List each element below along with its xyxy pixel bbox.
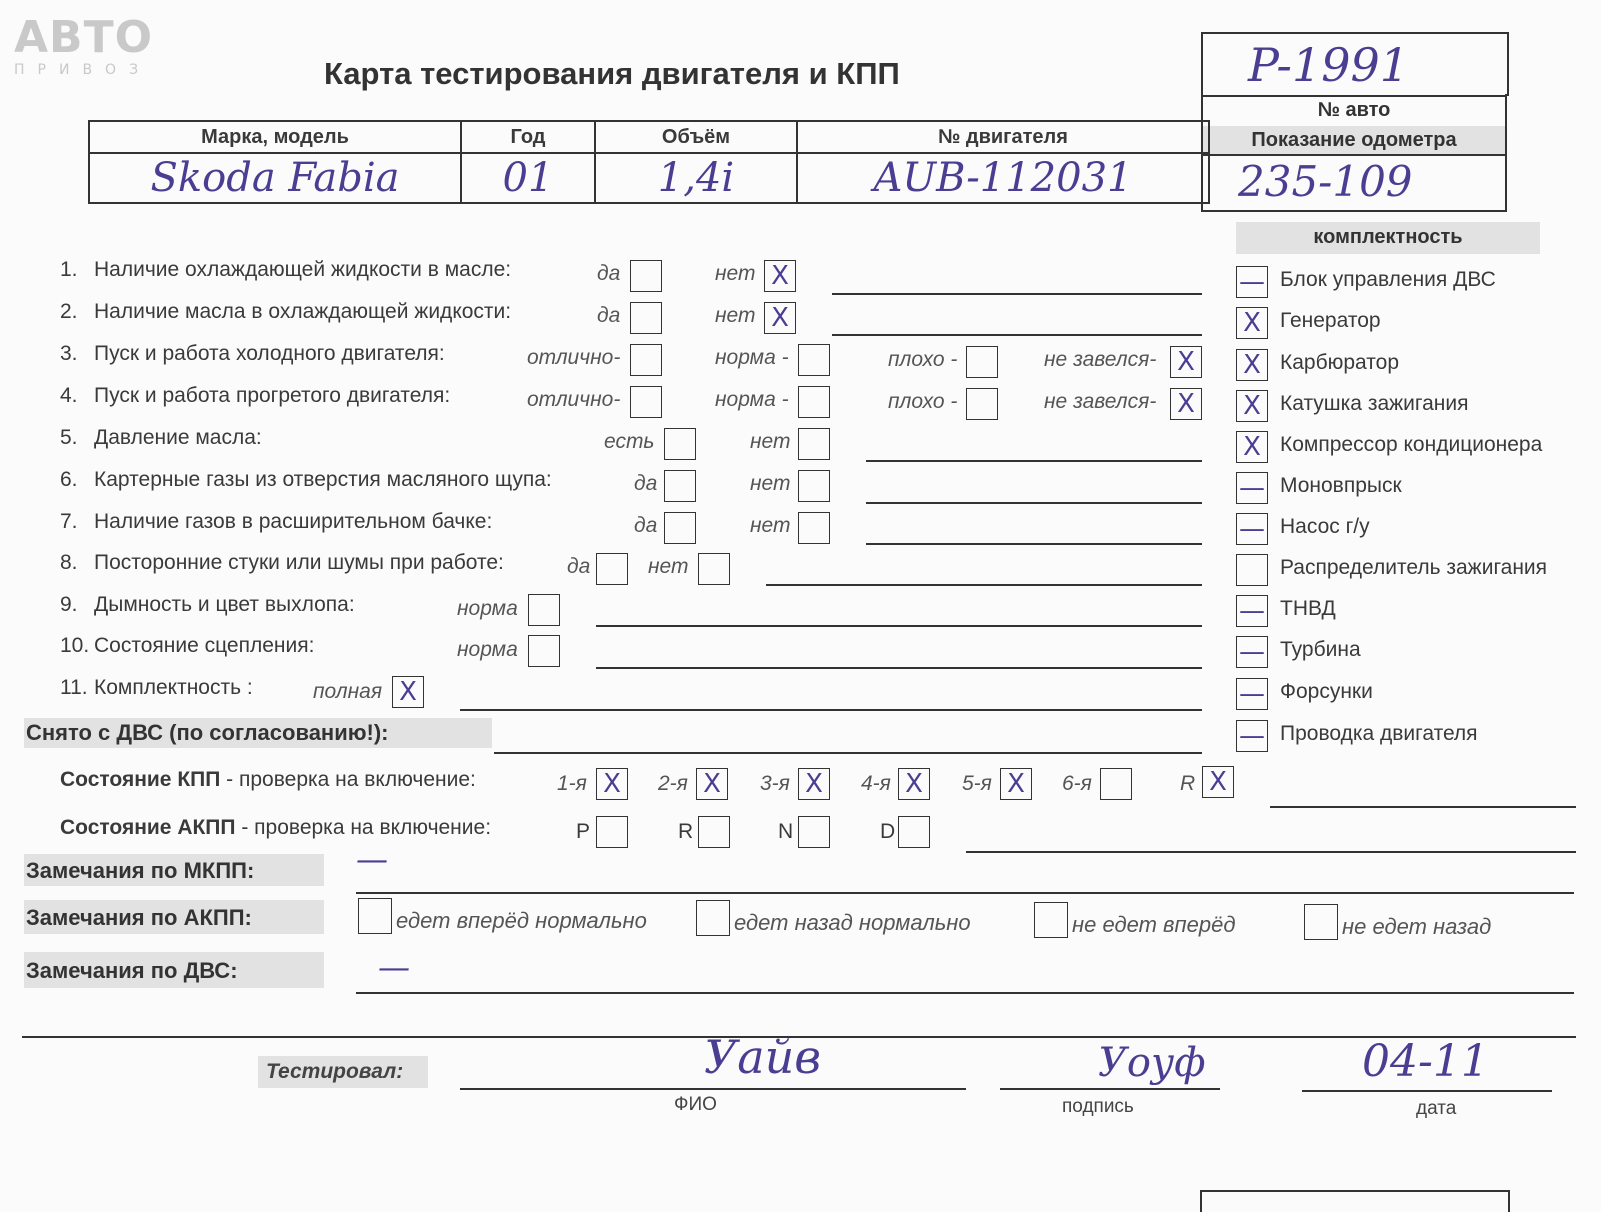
gear-mark: X — [905, 769, 923, 799]
header-engine-no: № двигателя — [797, 121, 1209, 153]
komplektnost-item: Блок управления ДВС — [1280, 268, 1496, 291]
odometer-value: 235-109 — [1238, 157, 1413, 206]
item-text: Наличие охлаждающей жидкости в масле: — [94, 258, 512, 281]
signature-value: Уоуф — [1098, 1040, 1206, 1086]
akpp-gear-label: D — [880, 820, 896, 843]
remarks-dvs-value: — — [378, 948, 410, 986]
item-number: 9. — [60, 593, 78, 616]
remark-checkbox[interactable] — [358, 898, 392, 934]
option-label: да — [567, 555, 591, 578]
fio-value: Уайв — [704, 1030, 822, 1084]
checkbox[interactable] — [698, 553, 730, 585]
komplektnost-mark: — — [1239, 267, 1265, 297]
remarks-dvs-label: Замечания по ДВС: — [26, 958, 238, 983]
akpp-gear-label: R — [678, 820, 694, 843]
fio-line — [460, 1088, 966, 1090]
gear-label: 1-я — [557, 772, 587, 795]
checkbox[interactable] — [798, 512, 830, 544]
option-label: нет — [715, 304, 756, 327]
item-text: Посторонние стуки или шумы при работе: — [94, 551, 504, 574]
akpp-gear-checkbox[interactable] — [798, 816, 830, 848]
notes-line — [596, 625, 1202, 627]
car-info-table — [88, 120, 1210, 204]
komplektnost-item: Проводка двигателя — [1280, 722, 1478, 745]
checkbox[interactable] — [664, 428, 696, 460]
checkbox[interactable] — [798, 470, 830, 502]
item-number: 3. — [60, 342, 78, 365]
option-label: да — [597, 262, 621, 285]
komplektnost-item: Карбюратор — [1280, 351, 1400, 374]
komplektnost-item: Катушка зажигания — [1280, 392, 1469, 415]
option-label: нет — [750, 430, 791, 453]
gear-mark: X — [703, 769, 721, 799]
option-label: нет — [750, 472, 791, 495]
check-mark: X — [1177, 347, 1195, 377]
komplektnost-mark: X — [1243, 350, 1261, 380]
checkbox[interactable] — [528, 594, 560, 626]
gear-label: 6-я — [1062, 772, 1092, 795]
option-label: отлично- — [527, 346, 621, 369]
akpp-label — [60, 816, 491, 840]
remarks-dvs-line — [356, 992, 1574, 994]
komplektnost-item: Насос г/у — [1280, 515, 1370, 538]
komplektnost-item: Генератор — [1280, 309, 1381, 332]
item-number: 8. — [60, 551, 78, 574]
komplektnost-checkbox[interactable] — [1236, 554, 1268, 586]
notes-line — [832, 334, 1202, 336]
item-text: Дымность и цвет выхлопа: — [94, 593, 355, 616]
item-text: Картерные газы из отверстия масляного щупа: — [94, 468, 552, 491]
value-year: 01 — [461, 153, 595, 203]
fio-label: ФИО — [674, 1094, 717, 1115]
komplektnost-mark: X — [1243, 308, 1261, 338]
check-mark: X — [399, 677, 417, 707]
value-engine-no: AUB-112031 — [797, 153, 1209, 203]
notes-line — [460, 709, 1202, 711]
removed-label: Снято с ДВС (по согласованию!): — [26, 720, 389, 745]
form-title: Карта тестирования двигателя и КПП — [324, 56, 900, 91]
logo-main-text: АВТО — [14, 12, 154, 63]
item-number: 10. — [60, 634, 90, 657]
komplektnost-item: ТНВД — [1280, 597, 1336, 620]
option-label: да — [597, 304, 621, 327]
item-text: Комплектность : — [94, 676, 253, 699]
item-number: 6. — [60, 468, 78, 491]
option-label: да — [634, 514, 658, 537]
notes-line — [866, 543, 1202, 545]
check-mark: X — [1177, 389, 1195, 419]
value-volume: 1,4i — [595, 153, 797, 203]
checkbox[interactable] — [630, 302, 662, 334]
check-mark: X — [771, 303, 789, 333]
komplektnost-mark: — — [1239, 473, 1265, 503]
option-label: отлично- — [527, 388, 621, 411]
kpp-notes-line — [1270, 806, 1576, 808]
akpp-gear-checkbox[interactable] — [596, 816, 628, 848]
header-volume: Объём — [595, 121, 797, 153]
komplektnost-mark: — — [1239, 596, 1265, 626]
checkbox[interactable] — [798, 386, 830, 418]
item-text: Пуск и работа прогретого двигателя: — [94, 384, 451, 407]
option-label: есть — [604, 430, 655, 453]
checkbox[interactable] — [630, 260, 662, 292]
akpp-notes-line — [966, 851, 1576, 853]
gear-label: 4-я — [861, 772, 891, 795]
check-mark: X — [771, 261, 789, 291]
gear-mark: X — [1007, 769, 1025, 799]
signature-line — [1000, 1088, 1220, 1090]
remark-checkbox[interactable] — [1304, 904, 1338, 940]
kpp-label-rest: - проверка на включение: — [220, 768, 476, 791]
checkbox[interactable] — [798, 344, 830, 376]
checkbox[interactable] — [630, 386, 662, 418]
item-text: Наличие масла в охлаждающей жидкости: — [94, 300, 512, 323]
checkbox[interactable] — [966, 346, 998, 378]
gear-label: 5-я — [962, 772, 992, 795]
akpp-gear-label: P — [576, 820, 591, 843]
gear-label: 2-я — [658, 772, 688, 795]
komplektnost-mark: — — [1239, 514, 1265, 544]
remark-option: едет назад нормально — [734, 910, 971, 935]
komplektnost-mark: — — [1239, 721, 1265, 751]
gear-mark: X — [603, 769, 621, 799]
item-text: Состояние сцепления: — [94, 634, 315, 657]
checkbox[interactable] — [664, 470, 696, 502]
checkbox[interactable] — [664, 512, 696, 544]
gear-label: 3-я — [760, 772, 790, 795]
komplektnost-item: Турбина — [1280, 638, 1361, 661]
option-label: не завелся- — [1044, 348, 1157, 371]
option-label: плохо - — [888, 348, 958, 371]
item-number: 2. — [60, 300, 78, 323]
value-brand-model: Skoda Fabia — [89, 153, 461, 203]
item-text: Наличие газов в расширительном бачке: — [94, 510, 493, 533]
akpp-label-rest: - проверка на включение: — [235, 816, 492, 839]
odometer-side-lines — [1201, 94, 1507, 156]
date-value: 04-11 — [1362, 1036, 1489, 1087]
item-number: 4. — [60, 384, 78, 407]
gear-label: R — [1180, 772, 1196, 795]
option-label: полная — [313, 680, 383, 703]
akpp-gear-label: N — [778, 820, 794, 843]
header-brand-model: Марка, модель — [89, 121, 461, 153]
option-label: норма — [457, 638, 518, 661]
komplektnost-title: комплектность — [1313, 226, 1463, 248]
remarks-mkpp-value: — — [356, 840, 388, 878]
item-number: 5. — [60, 426, 78, 449]
option-label: норма — [457, 597, 518, 620]
option-label: нет — [715, 262, 756, 285]
gear-mark: X — [1209, 767, 1227, 797]
remarks-mkpp-label: Замечания по МКПП: — [26, 858, 255, 883]
checkbox[interactable] — [528, 635, 560, 667]
notes-line — [866, 502, 1202, 504]
item-number: 11. — [60, 676, 88, 699]
komplektnost-mark: — — [1239, 679, 1265, 709]
logo — [14, 12, 154, 78]
remarks-mkpp-line — [356, 892, 1574, 894]
remarks-akpp-label: Замечания по АКПП: — [26, 905, 252, 930]
notes-line — [832, 293, 1202, 295]
komplektnost-mark: X — [1243, 391, 1261, 421]
gear-mark: X — [805, 769, 823, 799]
option-label: да — [634, 472, 658, 495]
komplektnost-mark: X — [1243, 432, 1261, 462]
auto-number-value: P-1991 — [1248, 38, 1410, 92]
akpp-gear-checkbox[interactable] — [698, 816, 730, 848]
item-number: 1. — [60, 258, 78, 281]
kpp-label-bold: Состояние КПП — [60, 768, 221, 791]
kpp-label — [60, 768, 476, 792]
removed-line — [494, 752, 1202, 754]
notes-line — [596, 667, 1202, 669]
option-label: норма - — [715, 346, 789, 369]
remark-checkbox[interactable] — [1034, 902, 1068, 938]
item-text: Пуск и работа холодного двигателя: — [94, 342, 445, 365]
checkbox[interactable] — [798, 428, 830, 460]
checkbox[interactable] — [966, 388, 998, 420]
option-label: норма - — [715, 388, 789, 411]
komplektnost-mark: — — [1239, 637, 1265, 667]
odometer-label: Показание одометра — [1251, 129, 1457, 151]
item-number: 7. — [60, 510, 78, 533]
date-label: дата — [1416, 1098, 1457, 1119]
option-label: нет — [648, 555, 689, 578]
header-year: Год — [461, 121, 595, 153]
akpp-gear-checkbox[interactable] — [898, 816, 930, 848]
option-label: плохо - — [888, 390, 958, 413]
notes-line — [766, 584, 1202, 586]
signature-label: подпись — [1062, 1096, 1134, 1117]
remark-option: едет вперёд нормально — [396, 908, 647, 933]
option-label: нет — [750, 514, 791, 537]
remark-option: не едет назад — [1342, 914, 1492, 939]
logo-sub-text: ПРИВОЗ — [14, 62, 152, 78]
komplektnost-item: Распределитель зажигания — [1280, 556, 1548, 579]
auto-number-label: № авто — [1317, 99, 1391, 121]
komplektnost-item: Компрессор кондиционера — [1280, 433, 1543, 456]
tested-by-label: Тестировал: — [266, 1060, 404, 1083]
option-label: не завелся- — [1044, 390, 1157, 413]
bottom-box-fragment — [1200, 1190, 1510, 1212]
item-text: Давление масла: — [94, 426, 262, 449]
checkbox[interactable] — [630, 344, 662, 376]
gear-checkbox[interactable] — [1100, 768, 1132, 800]
remark-checkbox[interactable] — [696, 900, 730, 936]
date-line — [1302, 1090, 1552, 1092]
remark-option: не едет вперёд — [1072, 912, 1236, 937]
komplektnost-item: Моновпрыск — [1280, 474, 1402, 497]
komplektnost-item: Форсунки — [1280, 680, 1373, 703]
checkbox[interactable] — [596, 553, 628, 585]
akpp-label-bold: Состояние АКПП — [60, 816, 236, 839]
notes-line — [866, 460, 1202, 462]
